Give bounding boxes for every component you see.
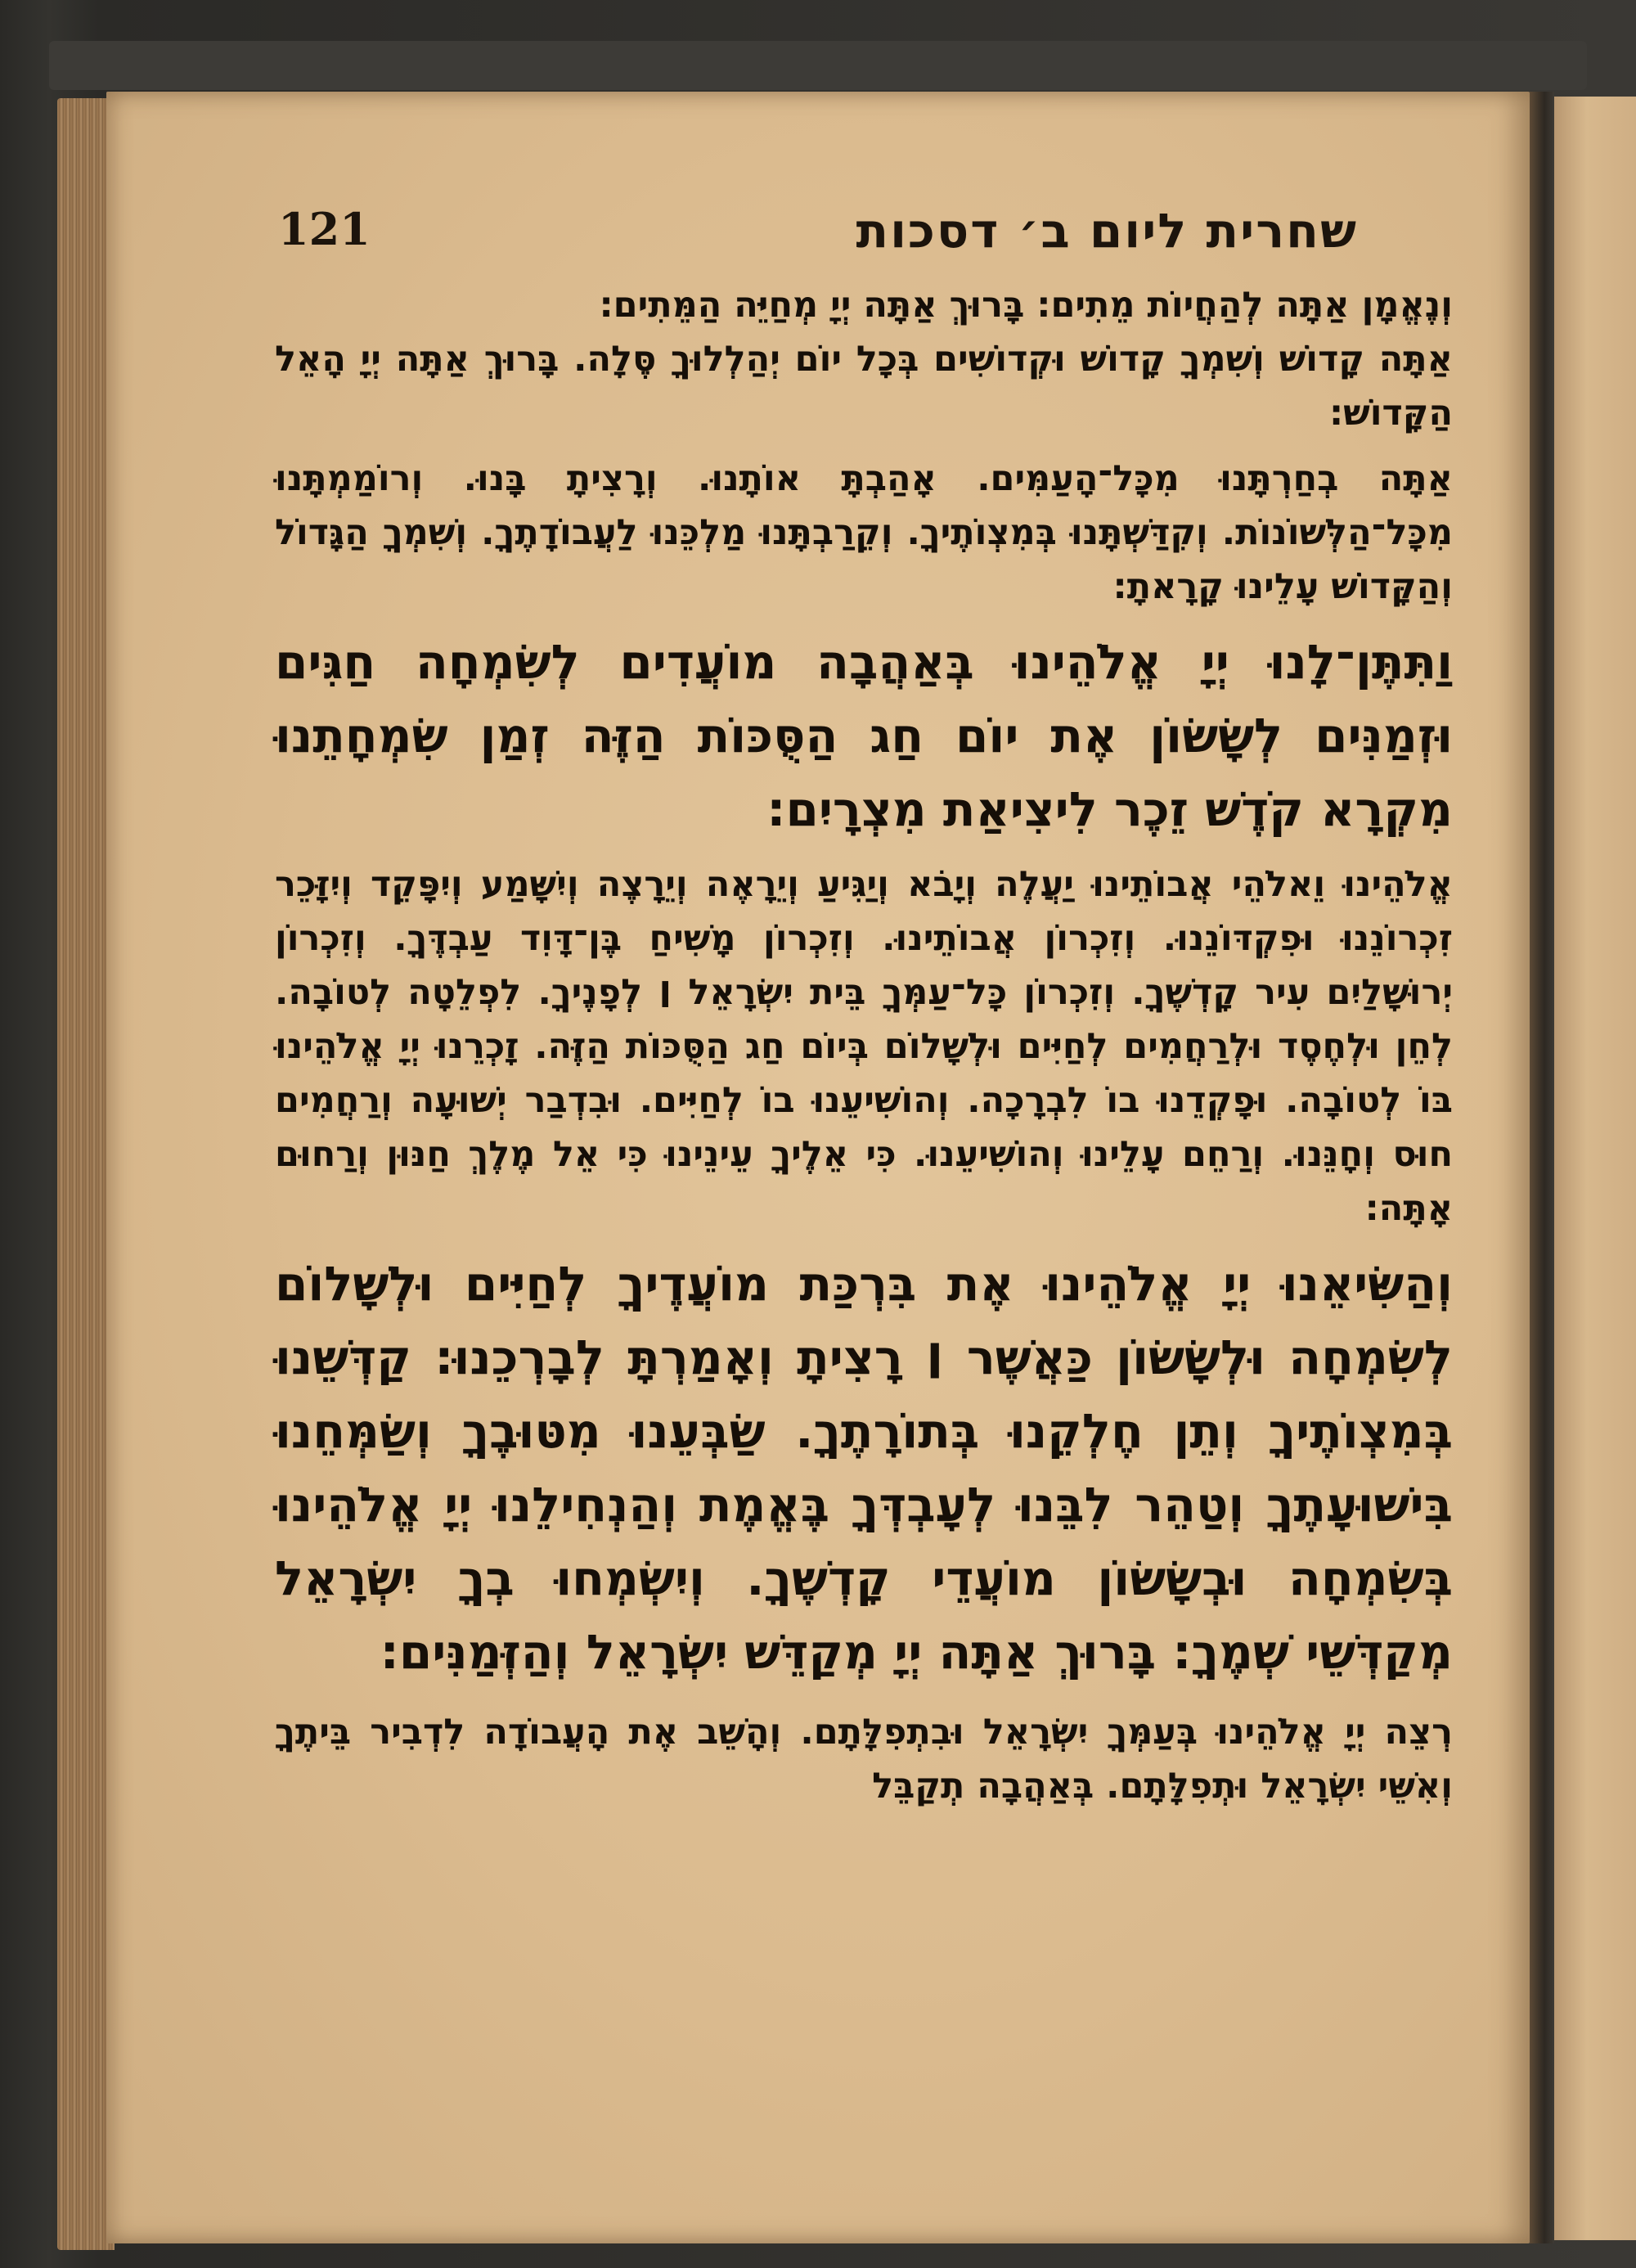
prayer-text [275, 278, 1453, 1813]
paragraph-ata-kadosh: אַתָּה קָדוֹשׁ וְשִׁמְךָ קָדוֹשׁ וּקְדוֹשִׁים בְּכָל יוֹם יְהַלְלוּךָ סֶּלָה. בָּרוּךְ אַתָּה יְיָ הָאֵל הַקָּדוֹשׁ: [275, 339, 1453, 434]
paragraph-retzei: רְצֵה יְיָ אֱלֹהֵינוּ בְּעַמְּךָ יִשְׂרָאֵל וּבִתְפִלָּתָם. וְהָשֵׁב אֶת הָעֲבוֹדָה לִדְבִיר בֵּיתֶךָ וְאִשֵּׁי יִשְׂרָאֵל וּתְפִלָּתָם. בְּאַהֲבָה תְקַבֵּל [275, 1712, 1453, 1807]
page-number: 121 [278, 203, 371, 255]
book-gutter [1530, 92, 1554, 2243]
running-title: שחרית ליום ב׳ דסכות [856, 203, 1358, 259]
paragraph-ata-vechartanu: אַתָּה בְחַרְתָּנוּ מִכָּל־הָעַמִּים. אָהַבְתָּ אוֹתָנוּ. וְרָצִיתָ בָּנוּ. וְרוֹמַמְתָּנוּ מִכָּל־הַלְּשׁוֹנוֹת. וְקִדַּשְׁתָּנוּ בְּמִצְוֹתֶיךָ. וְקֵרַבְתָּנוּ מַלְכֵּנוּ לַעֲבוֹדָתֶךָ. וְשִׁמְךָ הַגָּדוֹל וְהַקָּדוֹשׁ עָלֵינוּ קָרָאתָ: [275, 458, 1453, 607]
facing-page-edge [1554, 97, 1636, 2240]
page-header [278, 203, 1456, 277]
paragraph-vehasienu: וְהַשִּׂיאֵנוּ יְיָ אֱלֹהֵינוּ אֶת בִּרְכַּת מוֹעֲדֶיךָ לְחַיִּים וּלְשָׁלוֹם לְשִׂמְחָה וּלְשָׂשׂוֹן כַּאֲשֶׁר ׀ רָצִיתָ וְאָמַרְתָּ לְבָרְכֵנוּ: קַדְּשֵׁנוּ בְּמִצְוֹתֶיךָ וְתֵן חֶלְקֵנוּ בְּתוֹרָתֶךָ. שַׂבְּעֵנוּ מִטּוּבֶךָ וְשַׂמְּחֵנוּ בִּישׁוּעָתֶךָ וְטַהֵר לִבֵּנוּ לְעָבְדְּךָ בֶּאֱמֶת וְהַנְחִילֵנוּ יְיָ אֱלֹהֵינוּ בְּשִׂמְחָה וּבְשָׂשׂוֹן מוֹעֲדֵי קָדְשֶׁךָ. וְיִשְׂמְחוּ בְךָ יִשְׂרָאֵל מְקַדְּשֵׁי שְׁמֶךָ: בָּרוּךְ אַתָּה יְיָ מְקַדֵּשׁ יִשְׂרָאֵל וְהַזְּמַנִּים: [275, 1256, 1453, 1680]
paragraph-yaaleh-veyavo: אֱלֹהֵינוּ וֵאלֹהֵי אֲבוֹתֵינוּ יַעֲלֶה וְיָבֹא וְיַגִּיעַ וְיֵרָאֶה וְיֵרָצֶה וְיִשָּׁמַע וְיִפָּקֵד וְיִזָּכֵר זִכְרוֹנֵנוּ וּפִקְדּוֹנֵנוּ. וְזִכְרוֹן אֲבוֹתֵינוּ. וְזִכְרוֹן מָשִׁיחַ בֶּן־דָּוִד עַבְדֶּךָ. וְזִכְרוֹן יְרוּשָׁלַיִם עִיר קָדְשֶׁךָ. וְזִכְרוֹן כָּל־עַמְּךָ בֵּית יִשְׂרָאֵל ׀ לְפָנֶיךָ. לִפְלֵטָה לְטוֹבָה. לְחֵן וּלְחֶסֶד וּלְרַחֲמִים לְחַיִּים וּלְשָׁלוֹם בְּיוֹם חַג הַסֻּכּוֹת הַזֶּה. זָכְרֵנוּ יְיָ אֱלֹהֵינוּ בּוֹ לְטוֹבָה. וּפָקְדֵנוּ בוֹ לִבְרָכָה. וְהוֹשִׁיעֵנוּ בוֹ לְחַיִּים. וּבִדְבַר יְשׁוּעָה וְרַחֲמִים חוּס וְחָנֵּנוּ. וְרַחֵם עָלֵינוּ וְהוֹשִׁיעֵנוּ. כִּי אֵלֶיךָ עֵינֵינוּ כִּי אֵל מֶלֶךְ חַנּוּן וְרַחוּם אָתָּה: [275, 864, 1453, 1229]
cover-edge [49, 41, 1587, 90]
paragraph-vatiten-lanu: וַתִּתֶּן־לָנוּ יְיָ אֱלֹהֵינוּ בְּאַהֲבָה מוֹעֲדִים לְשִׂמְחָה חַגִּים וּזְמַנִּים לְשָׂשׂוֹן אֶת יוֹם חַג הַסֻּכּוֹת הַזֶּה זְמַן שִׂמְחָתֵנוּ מִקְרָא קֹדֶשׁ זֵכֶר לִיצִיאַת מִצְרָיִם: [275, 634, 1453, 837]
paragraph-mechayeh-hametim: וְנֶאֱמָן אַתָּה לְהַחֲיוֹת מֵתִים: בָּרוּךְ אַתָּה יְיָ מְחַיֵּה הַמֵּתִים: [599, 285, 1453, 326]
